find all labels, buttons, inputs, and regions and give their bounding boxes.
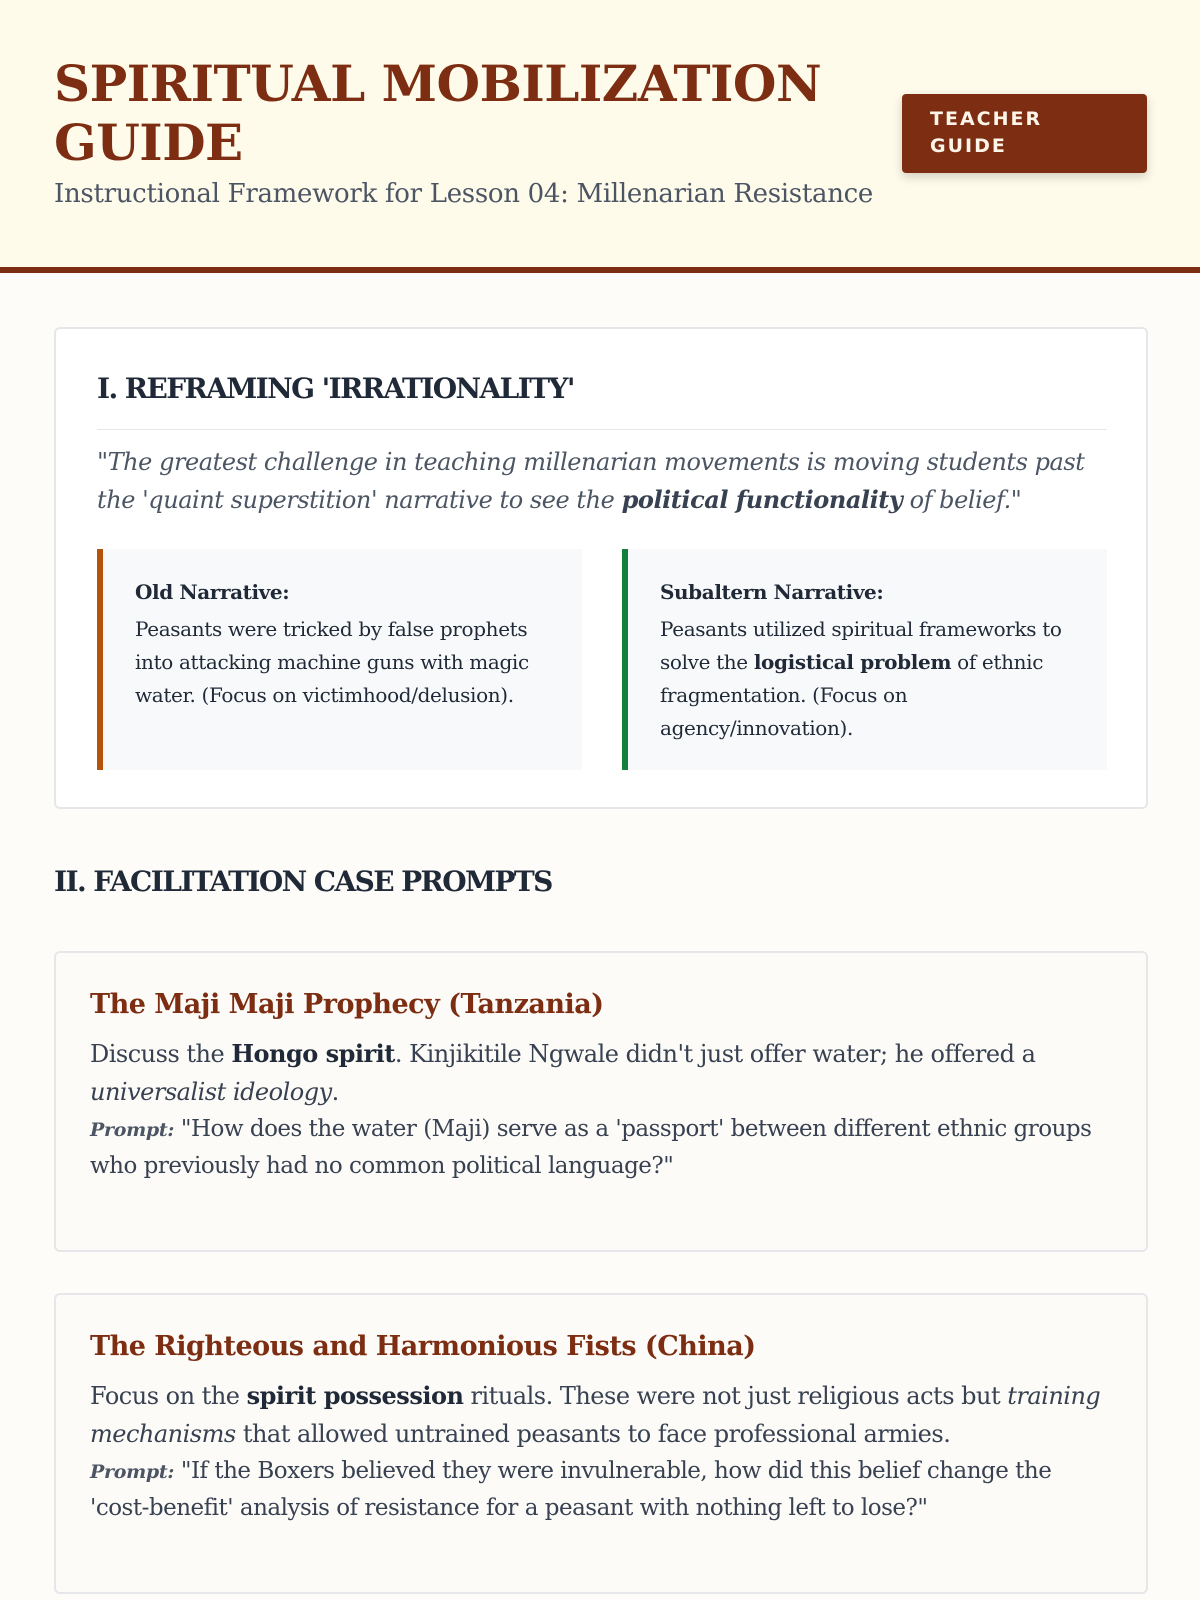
case-text-italic: universalist ideology — [90, 1078, 332, 1106]
subaltern-text-end: of ethnic fragmentation. (Focus on agency/innovation). — [660, 650, 1044, 740]
subaltern-narrative-label: Subaltern Narrative: — [660, 580, 884, 604]
case-text: . — [331, 1078, 339, 1106]
subaltern-text-emphasis: logistical problem — [753, 650, 952, 674]
case-text: . Kinjikitile Ngwale didn't just offer water; he offered a — [394, 1040, 1036, 1068]
divider — [97, 429, 1107, 430]
case-text: that allowed untrained peasants to face professional armies. — [235, 1420, 951, 1448]
framing-quote — [97, 443, 1112, 519]
case-card-maji-maji — [54, 951, 1148, 1252]
old-narrative-text: Peasants were tricked by false prophets into attacking machine guns with magic water. (Focus on victimhood/delusion). — [135, 617, 529, 707]
badge-line-2: GUIDE — [930, 135, 1007, 157]
subaltern-narrative-text — [660, 613, 1081, 745]
subaltern-narrative-box — [622, 549, 1107, 770]
subaltern-text-start: Peasants utilized spiritual frameworks to solve the — [660, 617, 1062, 674]
quote-text-end: of belief." — [902, 486, 1022, 514]
case-title: The Maji Maji Prophecy (Tanzania) — [90, 989, 604, 1020]
quote-emphasis: political functionality — [621, 485, 903, 514]
case-text-bold: Hongo spirit — [231, 1039, 395, 1068]
quote-text: "The greatest challenge in teaching millenarian movements is moving students past the 'quaint superstition' narrative to see the — [97, 448, 1085, 514]
prompt-label: Prompt: — [90, 1119, 175, 1141]
teacher-guide-badge — [902, 94, 1147, 173]
section-heading-reframing: I. REFRAMING 'IRRATIONALITY' — [97, 372, 574, 405]
prompt-label: Prompt: — [90, 1461, 175, 1483]
case-text: rituals. These were not just religious acts but — [463, 1382, 1008, 1410]
badge-line-1: TEACHER — [930, 108, 1043, 130]
page-title: SPIRITUAL MOBILIZATION GUIDE — [54, 54, 822, 172]
case-text-italic: training mechanisms — [90, 1382, 1101, 1448]
case-text: Focus on the — [90, 1382, 247, 1410]
case-prompt — [90, 1111, 1112, 1184]
case-description — [90, 1035, 1112, 1111]
prompt-text: "How does the water (Maji) serve as a 'passport' between different ethnic groups who previously had no common political language?" — [90, 1116, 1092, 1179]
section-heading-case-prompts: II. FACILITATION CASE PROMPTS — [54, 865, 552, 898]
old-narrative-label: Old Narrative: — [135, 580, 290, 604]
case-prompt — [90, 1453, 1112, 1526]
case-text: Discuss the — [90, 1040, 232, 1068]
prompt-text: "If the Boxers believed they were invulnerable, how did this belief change the 'cost-benefit' analysis of resistance for a peasant with nothing left to lose?" — [90, 1458, 1052, 1521]
page-header — [0, 0, 1200, 273]
case-title: The Righteous and Harmonious Fists (China) — [90, 1331, 756, 1362]
case-card-boxers — [54, 1293, 1148, 1594]
old-narrative-box — [97, 549, 582, 770]
case-text-bold: spirit possession — [246, 1381, 464, 1410]
case-description — [90, 1377, 1112, 1453]
reframing-card — [54, 327, 1148, 809]
page-subtitle: Instructional Framework for Lesson 04: Millenarian Resistance — [54, 179, 873, 209]
